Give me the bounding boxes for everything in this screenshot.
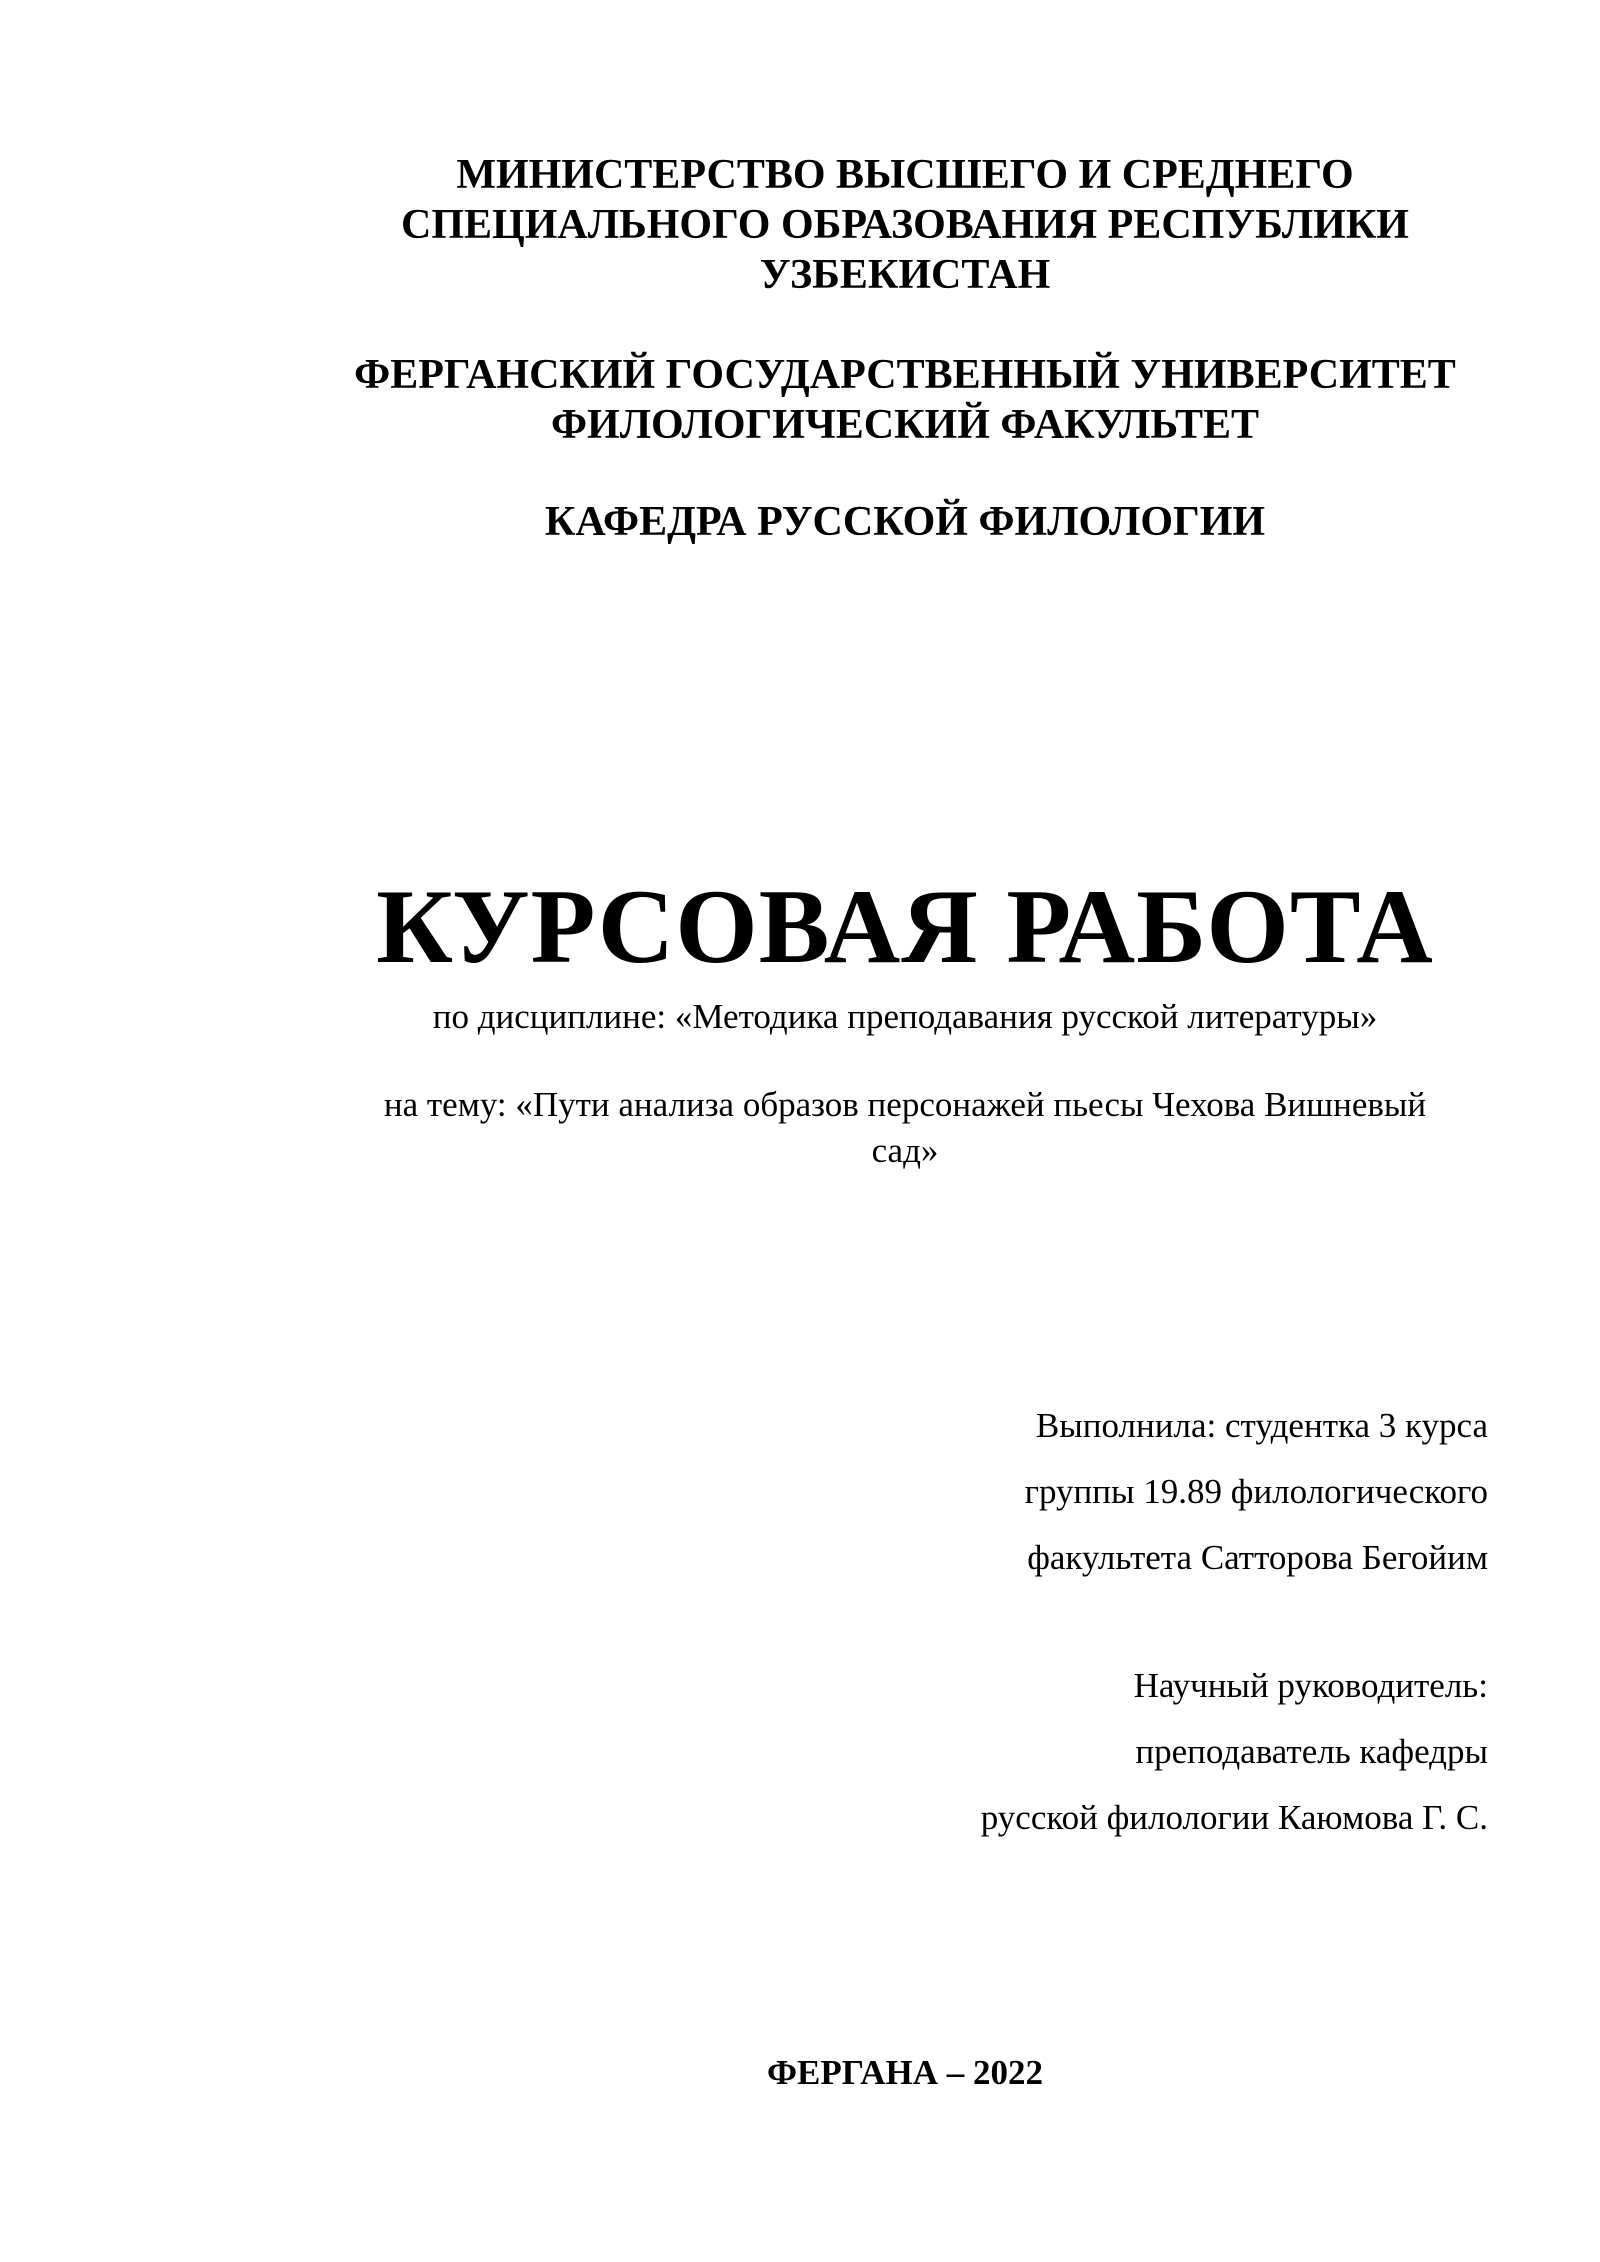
theme-block — [300, 1082, 1510, 1174]
author-line: Выполнила: студентка 3 курса — [1035, 1406, 1488, 1445]
ministry-line: СПЕЦИАЛЬНОГО ОБРАЗОВАНИЯ РЕСПУБЛИКИ — [401, 202, 1409, 248]
ministry-heading — [300, 150, 1510, 300]
supervisor-line: русской филологии Каюмова Г. С. — [980, 1798, 1488, 1837]
department-heading: КАФЕДРА РУССКОЙ ФИЛОЛОГИИ — [544, 499, 1266, 545]
document-title: КУРСОВАЯ РАБОТА — [376, 868, 1434, 985]
supervisor-block — [981, 1653, 1488, 1851]
supervisor-line: преподаватель кафедры — [1135, 1732, 1488, 1771]
supervisor-line: Научный руководитель: — [1133, 1666, 1488, 1705]
discipline-line: по дисциплине: «Методика преподавания русской литературы» — [432, 997, 1378, 1036]
university-line: ФЕРГАНСКИЙ ГОСУДАРСТВЕННЫЙ УНИВЕРСИТЕТ — [354, 352, 1456, 398]
faculty-line: ФИЛОЛОГИЧЕСКИЙ ФАКУЛЬТЕТ — [550, 402, 1260, 448]
university-heading — [300, 350, 1510, 450]
ministry-line: МИНИСТЕРСТВО ВЫСШЕГО И СРЕДНЕГО — [456, 152, 1354, 198]
author-block — [1025, 1393, 1488, 1591]
theme-line: на тему: «Пути анализа образов персонажей пьесы Чехова Вишневый — [383, 1085, 1427, 1124]
theme-line: сад» — [871, 1131, 939, 1170]
author-line: группы 19.89 филологического — [1024, 1472, 1488, 1511]
ministry-line: УЗБЕКИСТАН — [759, 252, 1051, 298]
author-line: факультета Сатторова Бегойим — [1027, 1538, 1488, 1577]
city-year: ФЕРГАНА – 2022 — [766, 2053, 1044, 2092]
